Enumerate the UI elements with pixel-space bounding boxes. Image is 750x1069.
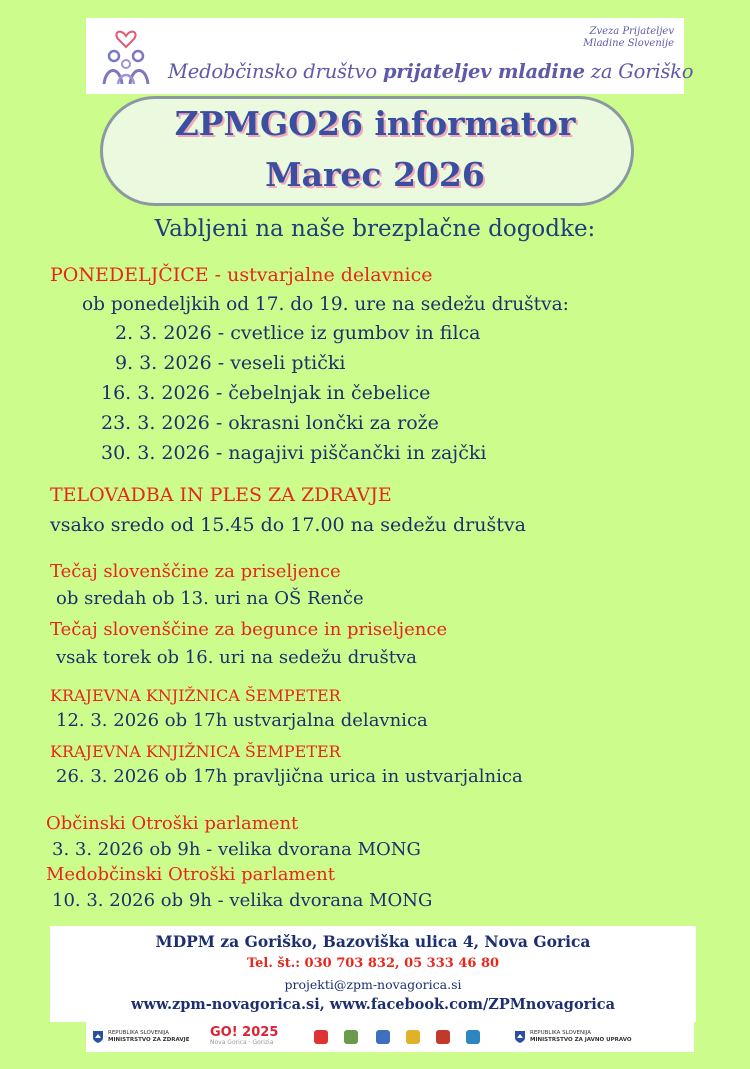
workshop-item: 9. 3. 2026 - veseli ptički <box>115 352 346 374</box>
ponedeljcice-heading: PONEDELJČICE - ustvarjalne delavnice <box>50 264 433 286</box>
page-subtitle-month: Marec 2026 <box>265 155 485 194</box>
municipality-logo-icon <box>436 1030 450 1044</box>
footer-phone: Tel. št.: 030 703 832, 05 333 46 80 <box>246 956 500 971</box>
contact-footer <box>50 926 696 1022</box>
page-title: ZPMGO26 informator <box>174 104 576 143</box>
course-heading: Tečaj slovenščine za begunce in priseljence <box>50 619 448 640</box>
header-banner <box>86 18 694 94</box>
telovadba-schedule: vsako sredo od 15.45 do 17.00 na sedežu društva <box>50 514 526 536</box>
library-heading: KRAJEVNA KNJIŽNICA ŠEMPETER <box>50 742 341 761</box>
sponsor-strip <box>86 1022 694 1052</box>
ministry-health-logo: REPUBLIKA SLOVENIJA MINISTRSTVO ZA ZDRAVJE <box>108 1030 190 1043</box>
course-schedule: ob sredah ob 13. uri na OŠ Renče <box>56 588 364 609</box>
association-name: Medobčinsko društvo prijateljev mladine za Goriško <box>168 60 694 83</box>
slovenia-coat-of-arms-icon <box>514 1030 526 1044</box>
parliament-heading: Občinski Otroški parlament <box>46 813 299 834</box>
workshop-item: 16. 3. 2026 - čebelnjak in čebelice <box>101 382 431 404</box>
municipality-logo-icon <box>406 1030 420 1044</box>
footer-email[interactable]: projekti@zpm-novagorica.si <box>284 977 462 992</box>
municipality-logo-icon <box>314 1030 328 1044</box>
invitation-heading: Vabljeni na naše brezplačne dogodke: <box>154 216 596 242</box>
library-event: 12. 3. 2026 ob 17h ustvarjalna delavnica <box>56 710 428 731</box>
ministry-public-admin-logo: REPUBLIKA SLOVENIJA MINISTRSTVO ZA JAVNO UPRAVO <box>530 1030 632 1043</box>
municipality-logo-icon <box>376 1030 390 1044</box>
ponedeljcice-schedule: ob ponedeljkih od 17. do 19. ure na sedežu društva: <box>82 294 569 315</box>
footer-web-links[interactable]: www.zpm-novagorica.si, www.facebook.com/ZPMnovagorica <box>131 996 615 1013</box>
zveza-logo: Zveza Prijateljev Mladine Slovenije <box>583 26 674 49</box>
slovenia-coat-of-arms-icon <box>92 1030 104 1044</box>
go2025-logo: GO! 2025 <box>210 1025 279 1040</box>
parliament-event: 10. 3. 2026 ob 9h - velika dvorana MONG <box>52 890 433 911</box>
library-event: 26. 3. 2026 ob 17h pravljična urica in ustvarjalnica <box>56 766 523 787</box>
workshop-item: 2. 3. 2026 - cvetlice iz gumbov in filca <box>115 322 481 344</box>
municipality-logo-icon <box>466 1030 480 1044</box>
footer-address: MDPM za Goriško, Bazoviška ulica 4, Nova Gorica <box>155 932 591 951</box>
go2025-subtitle: Nova Gorica · Gorizia <box>210 1039 274 1046</box>
course-heading: Tečaj slovenščine za priseljence <box>50 561 341 582</box>
association-logo-icon <box>94 22 158 88</box>
municipality-logo-icon <box>344 1030 358 1044</box>
course-schedule: vsak torek ob 16. uri na sedežu društva <box>56 647 417 668</box>
library-heading: KRAJEVNA KNJIŽNICA ŠEMPETER <box>50 686 341 705</box>
parliament-event: 3. 3. 2026 ob 9h - velika dvorana MONG <box>52 839 421 860</box>
telovadba-heading: TELOVADBA IN PLES ZA ZDRAVJE <box>50 484 392 506</box>
workshop-item: 30. 3. 2026 - nagajivi piščančki in zajčki <box>101 442 487 464</box>
parliament-heading: Medobčinski Otroški parlament <box>46 864 335 885</box>
workshop-item: 23. 3. 2026 - okrasni lončki za rože <box>101 412 439 434</box>
